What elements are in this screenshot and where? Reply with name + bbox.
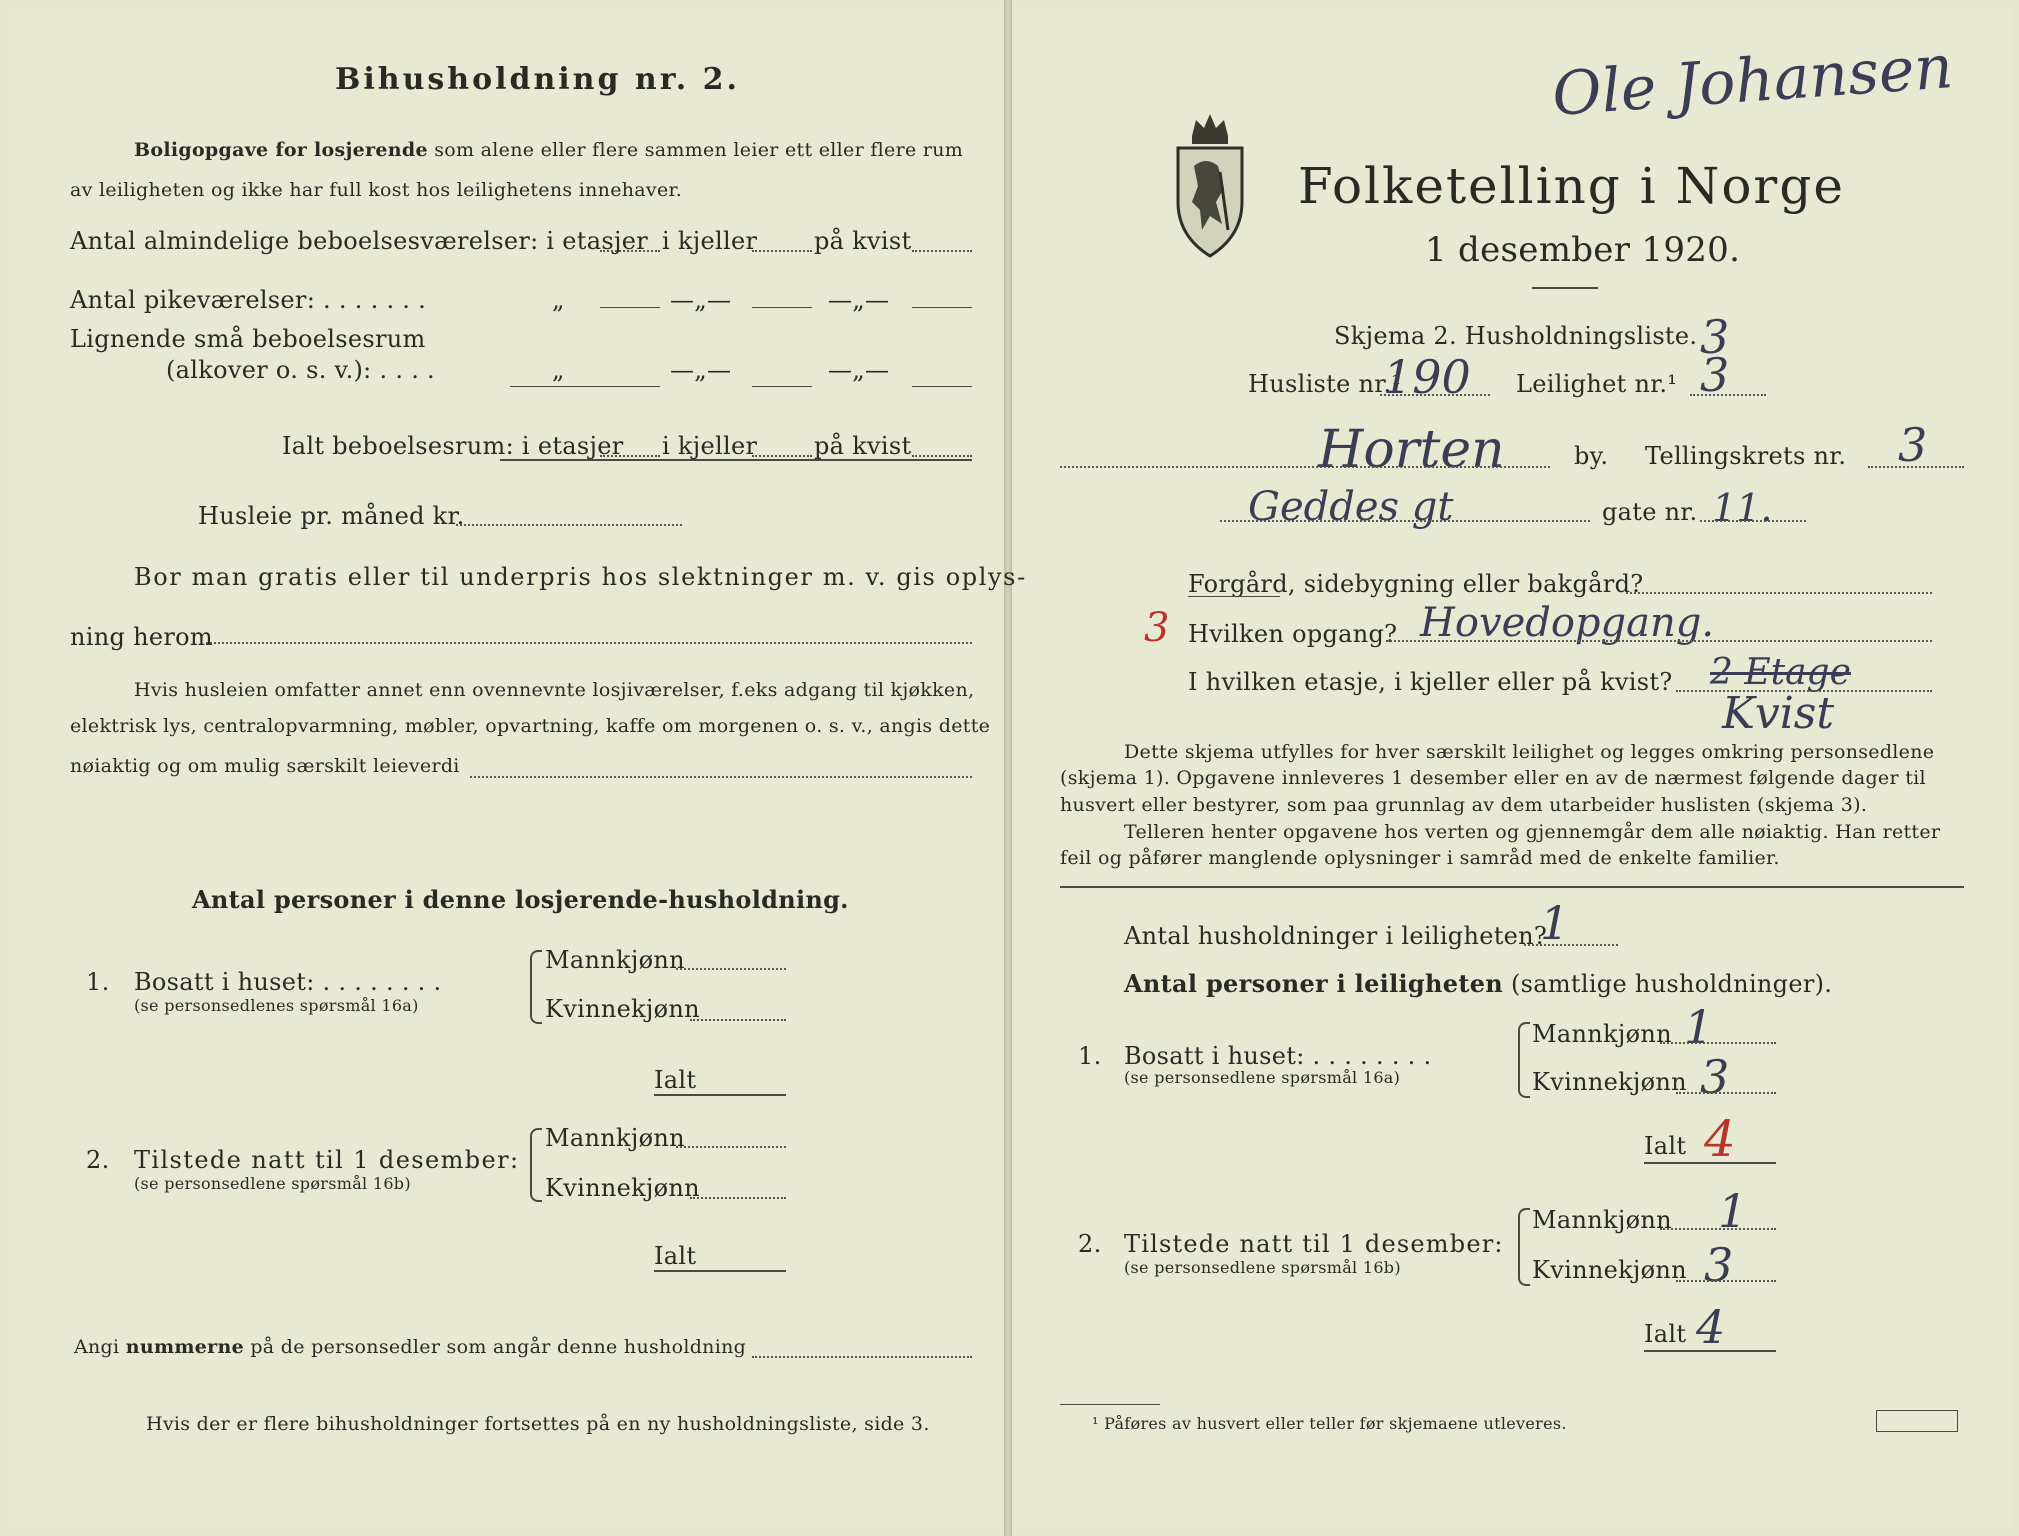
opgang-value-hw: Hovedopgang. xyxy=(1420,600,1715,646)
ialt-underline xyxy=(500,459,972,461)
right-q2-kvinne-field[interactable] xyxy=(1676,1280,1776,1282)
right-q1-kvinne-field[interactable] xyxy=(1676,1092,1776,1094)
gate-label: gate nr. xyxy=(1602,498,1698,526)
field-ialt-kjeller[interactable] xyxy=(752,455,812,457)
row-pike-label: Antal pikeværelser: . . . . . . . xyxy=(70,286,427,314)
ditto-5: —„— xyxy=(670,356,732,384)
right-q2-label: Tilstede natt til 1 desember: xyxy=(1124,1230,1504,1258)
page-fold xyxy=(1004,0,1012,1536)
left-q2-label: Tilstede natt til 1 desember: xyxy=(134,1146,520,1174)
forgaard-field[interactable] xyxy=(1626,592,1932,594)
right-q1-label: Bosatt i huset: . . . . . . . . xyxy=(1124,1042,1432,1070)
field-lign-kvist[interactable] xyxy=(912,386,972,387)
krets-value-hw: 3 xyxy=(1898,418,1928,472)
opgang-red-mark: 3 xyxy=(1144,605,1170,651)
label-ialt-kvist: på kvist xyxy=(814,432,912,460)
leilighet-label: Leilighet nr.¹ xyxy=(1516,370,1678,398)
skjema-num-hw: 3 xyxy=(1700,310,1730,364)
field-lign-etasjer[interactable] xyxy=(510,386,660,387)
info-line-1: Dette skjema utfylles for hver særskilt leilighet og legges omkring personsedlene xyxy=(1124,741,1935,763)
by-value-hw: Horten xyxy=(1318,420,1505,480)
field-pike-etasjer[interactable] xyxy=(600,307,660,308)
husliste-field[interactable] xyxy=(1380,394,1490,396)
etasje-value-hw: Kvist xyxy=(1722,688,1835,739)
by-label: by. xyxy=(1574,442,1609,470)
bihusholdning-heading: Bihusholdning nr. 2. xyxy=(335,62,740,97)
gate-nr-field[interactable] xyxy=(1700,520,1806,522)
right-q1-mann-field[interactable] xyxy=(1660,1042,1776,1044)
angi-1: Angi xyxy=(74,1336,120,1358)
etasje-struck-hw: 2 Etage xyxy=(1710,652,1851,693)
right-q2-mann-field[interactable] xyxy=(1660,1228,1776,1230)
krets-field[interactable] xyxy=(1868,466,1964,468)
etasje-field[interactable] xyxy=(1676,690,1932,692)
row-lignende-label-1: Lignende små beboelsesrum xyxy=(70,325,426,353)
field-leieverdi[interactable] xyxy=(470,776,972,778)
left-q1-kvinne-field[interactable] xyxy=(690,1019,786,1021)
right-q1-ialt-field[interactable] xyxy=(1644,1162,1776,1164)
row-almindelige-label: Antal almindelige beboelsesværelser: i etasjer xyxy=(70,227,648,255)
intro-line-2: av leiligheten og ikke har full kost hos leilighetens innehaver. xyxy=(70,179,683,201)
leilighet-value-hw: 3 xyxy=(1700,348,1730,402)
hvis-line-1: Hvis husleien omfatter annet enn ovennevnte losjiværelser, f.eks adgang til kjøkken, xyxy=(134,679,975,701)
antal-pers-line xyxy=(1124,970,1832,998)
info-rule xyxy=(1060,886,1964,888)
right-q2-kvinne-hw: 3 xyxy=(1704,1238,1734,1292)
label-i-kjeller: i kjeller xyxy=(662,227,758,255)
right-q1-mann-hw: 1 xyxy=(1684,1000,1714,1054)
husliste-label: Husliste nr.¹ xyxy=(1248,370,1402,398)
left-q1-mann-label: Mannkjønn xyxy=(545,946,685,974)
left-q2-mann-label: Mannkjønn xyxy=(545,1124,685,1152)
intro-line-1 xyxy=(134,138,963,162)
field-lign-kjeller[interactable] xyxy=(752,386,812,387)
ditto-4: „ xyxy=(552,356,565,384)
angi-2: på de personsedler som angår denne husholdning xyxy=(250,1336,747,1358)
info-line-2: (skjema 1). Opgavene innleveres 1 desember eller en av de nærmest følgende dager til xyxy=(1060,767,1926,789)
right-q2-ialt-hw: 4 xyxy=(1696,1300,1726,1354)
left-q1-brace xyxy=(530,950,542,1024)
left-q2-num: 2. xyxy=(86,1146,110,1174)
left-q2-mann-field[interactable] xyxy=(676,1146,786,1148)
label-paa-kvist: på kvist xyxy=(814,227,912,255)
antal-hush-label: Antal husholdninger i leiligheten? xyxy=(1124,922,1548,950)
right-q1-sub: (se personsedlene spørsmål 16a) xyxy=(1124,1068,1401,1087)
opgang-field[interactable] xyxy=(1386,640,1932,642)
right-q2-mann-hw: 1 xyxy=(1718,1184,1748,1238)
left-q2-sub: (se personsedlene spørsmål 16b) xyxy=(134,1174,411,1193)
intro-bold: Boligopgave for losjerende xyxy=(134,139,428,161)
signature: Ole Johansen xyxy=(1550,32,1956,130)
info-line-4: Telleren henter opgavene hos verten og gjennemgår dem alle nøiaktig. Han retter xyxy=(1124,821,1941,843)
hvis-line-3: nøiaktig og om mulig særskilt leieverdi xyxy=(70,755,460,777)
field-kjeller[interactable] xyxy=(752,250,812,252)
ditto-3: —„— xyxy=(828,286,890,314)
label-ialt-kjeller: i kjeller xyxy=(662,432,758,460)
left-q1-ialt-field[interactable] xyxy=(654,1094,786,1096)
gate-field[interactable] xyxy=(1220,520,1590,522)
footnote-rule xyxy=(1060,1404,1160,1405)
coat-of-arms-icon xyxy=(1172,106,1248,260)
field-ialt-etasjer[interactable] xyxy=(600,455,660,457)
ditto-2: —„— xyxy=(670,286,732,314)
right-q2-ialt-label: Ialt xyxy=(1644,1320,1687,1348)
hvis-line-2: elektrisk lys, centralopvarmning, møbler, opvartning, kaffe om morgenen o. s. v., angis dette xyxy=(70,715,991,737)
right-q2-ialt-field[interactable] xyxy=(1644,1350,1776,1352)
by-field[interactable] xyxy=(1060,466,1550,468)
intro-rest: som alene eller flere sammen leier ett eller flere rum xyxy=(434,139,964,161)
field-husleie[interactable] xyxy=(456,524,682,526)
skjema-label: Skjema 2. Husholdningsliste. xyxy=(1334,322,1698,350)
antal-pers-rest: (samtlige husholdninger). xyxy=(1510,970,1833,998)
field-pike-kvist[interactable] xyxy=(912,307,972,308)
right-q1-ialt-label: Ialt xyxy=(1644,1132,1687,1160)
field-etasjer[interactable] xyxy=(600,250,660,252)
angi-bold: nummerne xyxy=(125,1336,244,1358)
printer-stamp-icon xyxy=(1876,1410,1958,1432)
bor-line-2: ning herom xyxy=(70,623,213,651)
footnote: ¹ Påføres av husvert eller teller før skjemaene utleveres. xyxy=(1092,1414,1567,1433)
field-pike-kjeller[interactable] xyxy=(752,307,812,308)
husliste-value-hw: 190 xyxy=(1383,350,1471,404)
left-q1-kvinne-label: Kvinnekjønn xyxy=(545,995,700,1023)
left-q2-brace xyxy=(530,1128,542,1202)
right-q1-kvinne-hw: 3 xyxy=(1700,1050,1730,1104)
antal-hush-field[interactable] xyxy=(1524,944,1618,946)
husleie-label: Husleie pr. måned kr. xyxy=(198,502,465,530)
right-q2-mann-label: Mannkjønn xyxy=(1532,1206,1672,1234)
right-q2-num: 2. xyxy=(1078,1230,1102,1258)
etasje-label: I hvilken etasje, i kjeller eller på kvist? xyxy=(1188,668,1673,696)
leilighet-field[interactable] xyxy=(1690,394,1766,396)
ditto-6: —„— xyxy=(828,356,890,384)
right-q1-num: 1. xyxy=(1078,1042,1102,1070)
form-date: 1 desember 1920. xyxy=(1425,230,1741,270)
antal-pers-bold: Antal personer i leiligheten xyxy=(1124,969,1504,998)
left-q2-ialt-label: Ialt xyxy=(654,1242,697,1270)
left-q1-label: Bosatt i huset: . . . . . . . . xyxy=(134,968,442,996)
gate-nr-hw: 11. xyxy=(1712,486,1773,530)
right-q1-mann-label: Mannkjønn xyxy=(1532,1020,1672,1048)
forgaard-underline xyxy=(1188,596,1280,597)
date-rule xyxy=(1532,287,1598,289)
form-title: Folketelling i Norge xyxy=(1298,157,1845,215)
left-q2-ialt-field[interactable] xyxy=(654,1270,786,1272)
left-q1-mann-field[interactable] xyxy=(676,968,786,970)
row-lignende-label-2: (alkover o. s. v.): . . . . xyxy=(166,356,435,384)
info-line-5: feil og påfører manglende oplysninger i samråd med de enkelte familier. xyxy=(1060,847,1780,869)
field-bor-herom[interactable] xyxy=(206,642,972,644)
right-q2-kvinne-label: Kvinnekjønn xyxy=(1532,1256,1687,1284)
opgang-label: Hvilken opgang? xyxy=(1188,620,1398,648)
left-q2-kvinne-field[interactable] xyxy=(690,1197,786,1199)
left-q1-num: 1. xyxy=(86,968,110,996)
antal-hush-value-hw: 1 xyxy=(1540,896,1570,950)
ditto-1: „ xyxy=(552,286,565,314)
row-ialt-label: Ialt beboelsesrum: i etasjer xyxy=(282,432,624,460)
right-q2-sub: (se personsedlene spørsmål 16b) xyxy=(1124,1258,1401,1277)
right-q1-brace xyxy=(1518,1022,1530,1098)
krets-label: Tellingskrets nr. xyxy=(1645,442,1847,470)
angi-line xyxy=(74,1335,746,1359)
field-kvist[interactable] xyxy=(912,250,972,252)
left-footer: Hvis der er flere bihusholdninger fortsettes på en ny husholdningsliste, side 3. xyxy=(146,1413,930,1435)
right-q1-ialt-hw: 4 xyxy=(1704,1110,1736,1168)
field-ialt-kvist[interactable] xyxy=(912,455,972,457)
forgaard-label: Forgård, sidebygning eller bakgård? xyxy=(1188,570,1644,598)
gate-value-hw: Geddes gt xyxy=(1248,484,1454,530)
info-line-3: husvert eller bestyrer, som paa grunnlag av dem utarbeider huslisten (skjema 3). xyxy=(1060,794,1868,816)
right-q1-kvinne-label: Kvinnekjønn xyxy=(1532,1068,1687,1096)
left-q1-ialt-label: Ialt xyxy=(654,1066,697,1094)
left-q2-kvinne-label: Kvinnekjønn xyxy=(545,1174,700,1202)
right-q2-brace xyxy=(1518,1208,1530,1286)
field-angi-nummerne[interactable] xyxy=(752,1356,972,1358)
left-q1-sub: (se personsedlenes spørsmål 16a) xyxy=(134,996,419,1015)
bor-line-1: Bor man gratis eller til underpris hos slektninger m. v. gis oplys- xyxy=(134,563,1027,591)
antal-personer-losj-heading: Antal personer i denne losjerende-husholdning. xyxy=(192,885,849,914)
